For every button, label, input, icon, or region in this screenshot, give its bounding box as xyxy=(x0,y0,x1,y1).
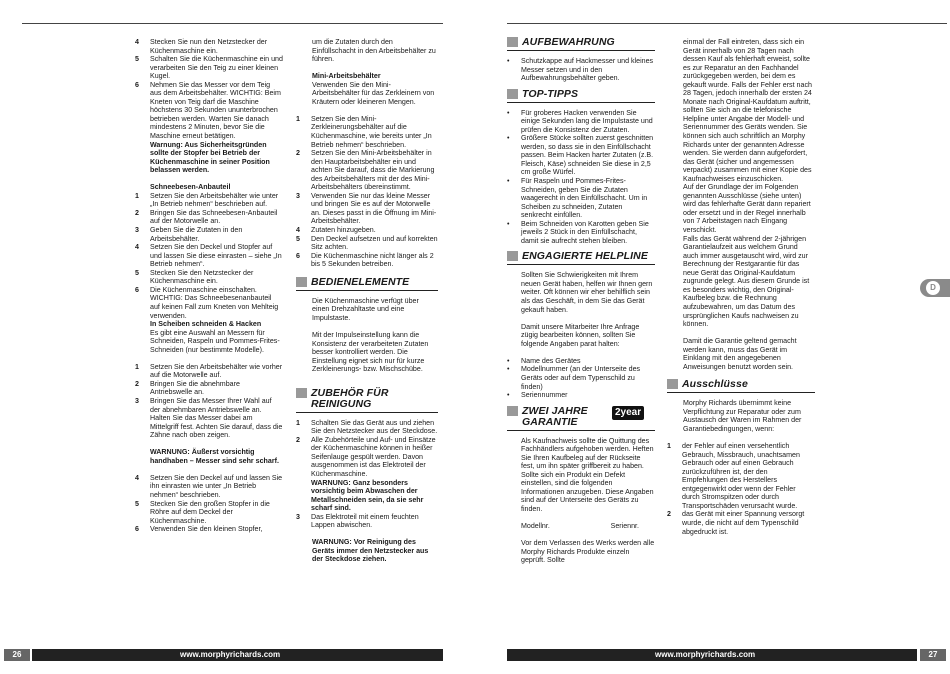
item-number: 6 xyxy=(135,525,139,534)
bullet-text: Modellnummer (an der Unterseite des Geräts oder auf dem Typenschild zu finden) xyxy=(521,365,641,391)
list-item xyxy=(135,81,283,175)
bullet-item xyxy=(507,177,655,220)
item-text: Setzen Sie den Mini-Arbeitsbehälter in den Hauptarbeitsbehälter ein und achten Sie darauf, dass die Markierung des Arbeitsbehälters mit der des Mini-Arbeitsbehälters übereinstimmt. xyxy=(311,149,435,192)
item-text: Stecken Sie den Netzstecker der Küchenmaschine ein. xyxy=(150,268,254,286)
item-body xyxy=(311,252,438,269)
item-body xyxy=(150,38,283,55)
item-text: Stecken Sie nun den Netzstecker der Küchenmaschine ein. xyxy=(150,38,268,55)
bullet-text: Seriennummer xyxy=(521,391,568,400)
footer-url-right[interactable]: www.morphyrichards.com xyxy=(655,650,756,659)
two-year-badge-logo: 2year xyxy=(612,406,644,420)
bullet-icon: • xyxy=(507,356,510,365)
list-item xyxy=(135,38,283,55)
list-item xyxy=(135,397,283,440)
mini-text: Verwenden Sie den Mini-Arbeitsbehälter für das Zerkleinern von Kräutern oder kleineren Mengen. xyxy=(312,80,435,106)
item-body xyxy=(150,192,283,209)
list-item xyxy=(135,243,283,269)
item-warning: WARNUNG: Ganz besonders vorsichtig beim Abwaschen der Metallschneiden sein, da sie sehr scharf sind. xyxy=(311,478,424,513)
item-body xyxy=(311,436,438,513)
right-page-column-1 xyxy=(507,35,655,565)
spacer xyxy=(135,175,283,184)
list-item xyxy=(135,192,283,209)
bedien-p1: Die Küchenmaschine verfügt über einen Drehzahltaste und eine Impulstaste. xyxy=(312,296,419,322)
heading-text: Ausschlüsse xyxy=(682,378,748,391)
cleaning-warning: WARNUNG: Vor Reinigung des Geräts immer den Netzstecker aus der Steckdose ziehen. xyxy=(312,538,429,564)
spacer xyxy=(135,440,283,449)
helpline-p2: Damit unsere Mitarbeiter Ihre Anfrage zügig bearbeiten können, sollten Sie folgende Angaben parat halten: xyxy=(521,322,640,348)
item-text: Geben Sie die Zutaten in den Arbeitsbehälter. xyxy=(150,226,243,243)
list-item xyxy=(667,442,815,510)
exclusions-list xyxy=(667,442,815,536)
item-text: Nehmen Sie das Messer vor dem Teig aus dem Arbeitsbehälter. WICHTIG: Beim Kneten von Teig darf die Maschine höchstens 30 Sekunden ununterbrochen betrieben werden. Warten Sie danach mindestens 2 Minuten, bevor Sie die Maschine erneut betätigen. xyxy=(150,80,281,141)
spacer xyxy=(135,354,283,363)
list-item xyxy=(667,510,815,536)
mini-heading: Mini-Arbeitsbehälter xyxy=(312,72,381,81)
bullet-text: Name des Gerätes xyxy=(521,356,581,365)
item-text: der Fehler auf einen versehentlich Gebrauch, Missbrauch, unachtsamen Gebrauch oder auf einen Gebrauch zurückzuführen ist, der den Empfehlungen des Herstellers entgegenwirkt oder wenn der Fehler durch Stromspitzen oder durch Transportschäden verursacht wurde. xyxy=(682,442,800,510)
item-number: 3 xyxy=(135,226,139,235)
item-number: 3 xyxy=(296,512,300,521)
right-page-column-2 xyxy=(667,38,815,536)
list-item xyxy=(296,235,438,252)
heading-text: ZWEI JAHRE GARANTIE xyxy=(522,404,588,428)
item-text: das Gerät mit einer Spannung versorgt wurde, die nicht auf dem Typenschild abgedruckt ist. xyxy=(682,510,805,536)
cleaning-steps xyxy=(296,419,438,530)
item-text: Setzen Sie den Deckel auf und lassen Sie ihn einrasten wie unter „In Betrieb nehmen“ beschrieben. xyxy=(150,473,283,499)
heading-marker-icon xyxy=(296,277,307,287)
list-item xyxy=(135,55,283,81)
item-body xyxy=(150,269,283,286)
continued-text: um die Zutaten durch den Einfüllschacht in den Arbeitsbehälter zu führen. xyxy=(312,38,436,64)
bullet-item xyxy=(507,365,655,391)
item-number: 1 xyxy=(667,442,671,451)
item-text: Setzen Sie den Arbeitsbehälter wie unter „In Betrieb nehmen“ beschrieben auf. xyxy=(150,191,279,209)
garantie-p2: Vor dem Verlassen des Werks werden alle Morphy Richards Produkte einzeln geprüft. Sollte xyxy=(521,539,655,565)
item-number: 5 xyxy=(296,234,300,243)
section-heading-tipps xyxy=(507,89,655,103)
list-item xyxy=(296,252,438,269)
item-text: Die Küchenmaschine einschalten. WICHTIG: Das Schneebesenanbauteil auf keinen Fall zum Kneten von Mehlteig verwenden. xyxy=(150,285,279,320)
item-number: 6 xyxy=(135,80,139,89)
item-body xyxy=(150,474,283,500)
bullet-item xyxy=(507,57,655,83)
item-body xyxy=(150,380,283,397)
heading-marker-icon xyxy=(296,388,307,398)
bullet-item xyxy=(507,220,655,246)
heading-text: AUFBEWAHRUNG xyxy=(522,36,615,48)
item-body xyxy=(311,192,438,226)
bullet-icon: • xyxy=(507,365,510,374)
bullet-item xyxy=(507,109,655,135)
warning-text: WARNUNG: Äußerst vorsichtig handhaben – Messer sind sehr scharf. xyxy=(150,448,279,465)
heading-marker-icon xyxy=(507,89,518,99)
item-number: 1 xyxy=(135,362,139,371)
top-rule-right xyxy=(507,23,947,24)
bullet-icon: • xyxy=(507,391,510,400)
bedien-p2: Mit der Impulseinstellung kann die Konsistenz der verarbeiteten Zutaten besser kontrolliert werden. Die Einstellung eignet sich nur für kurze Zerkleinerungs- bzw. Mischschübe. xyxy=(312,330,429,374)
item-body xyxy=(311,235,438,252)
heading-marker-icon xyxy=(667,379,678,389)
language-tab-label: D xyxy=(926,281,940,295)
item-number: 1 xyxy=(296,114,300,123)
item-number: 1 xyxy=(135,191,139,200)
list-item xyxy=(296,513,438,530)
page-number-right: 27 xyxy=(920,649,946,661)
heading-marker-icon xyxy=(507,37,518,47)
bullet-text: Beim Schneiden von Karotten geben Sie jeweils 2 Stück in den Einfüllschacht, damit sie aufrecht stehen bleiben. xyxy=(521,219,649,245)
item-body xyxy=(150,525,283,534)
item-number: 6 xyxy=(135,285,139,294)
item-text: Verwenden Sie den kleinen Stopfer, xyxy=(150,525,263,534)
section-heading-ausschluesse xyxy=(667,379,815,393)
warranty-text-3: Falls das Gerät während der 2-jährigen Garantielaufzeit aus welchem Grund auch immer ausgetauscht wird, wird zur Berechnung der Restgarantie für das neue Gerät das Original-Kaufdatum zugrunde gelegt. Aus diesem Grunde ist es besonders wichtig, den Original-Kaufbeleg bzw. die Rechnung aufzubewahren, um das Datum des ursprünglichen Kaufs nachweisen zu können. xyxy=(683,234,810,329)
item-text: Die Küchenmaschine nicht länger als 2 bis 5 Sekunden betreiben. xyxy=(311,251,434,269)
garantie-p1: Als Kaufnachweis sollte die Quittung des Fachhändlers aufgehoben werden. Heften Sie Ihren Kaufbeleg auf der Rückseite fest, um ihn später griffbereit zu haben. Sollte sich ein Produkt ein Defekt einstellen, sind die folgenden Informationen anzugeben. Diese Angaben sind auf der Unterseite des Geräts zu finden. xyxy=(521,436,654,513)
bullet-icon: • xyxy=(507,134,510,143)
helpline-p1: Sollten Sie Schwierigkeiten mit Ihrem neuen Gerät haben, helfen wir Ihnen gern weiter. Oft können wir eher behilflich sein als das Geschäft, in dem Sie das Gerät gekauft haben. xyxy=(521,271,653,314)
section-heading-aufbewahrung xyxy=(507,37,655,51)
item-number: 5 xyxy=(135,499,139,508)
item-number: 2 xyxy=(296,149,300,158)
top-rule-left xyxy=(22,23,443,24)
model-label: Modellnr. xyxy=(521,522,550,531)
warranty-text-1: einmal der Fall eintreten, dass sich ein Gerät innerhalb von 28 Tagen nach dessen Kauf als fehlerhaft erweist, sollte es zur Reparatur an den Fachhandel zurückgegeben werden, bei dem es gekauft wurde. Falls der Fehler erst nach 28 Tagen, jedoch innerhalb der ersten 24 Monate nach Original-Kaufdatum auftritt, sollten Sie sich an die telefonische Helpline unter Angabe der Modell- und Seriennummer des Geräts wenden. Sie können sich auch schriftlich an Morphy Richards unter der genannten Adresse wenden. Sie werden dann aufgefordert, das Gerät (sicher und angemessen verpackt) zusammen mit einer Kopie des Kaufnachweises einzuschicken. xyxy=(683,38,812,183)
item-text: Alle Zubehörteile und Auf- und Einsätze der Küchenmaschine können in heißer Seifenlauge gespült werden. Davon ausgenommen ist das Elektroteil der Küchenmaschine. xyxy=(311,435,436,478)
list-item xyxy=(135,363,283,380)
warranty-text-2: Auf der Grundlage der im Folgenden genannten Ausschlüsse (siehe unten) wird das fehlerhafte Gerät dann repariert oder ersetzt und in der Regel innerhalb von 7 Arbeitstagen nach Eingang verschickt. xyxy=(683,183,811,235)
section-heading-bedien xyxy=(296,277,438,291)
list-item xyxy=(296,115,438,149)
item-body xyxy=(150,286,283,354)
item-number: 2 xyxy=(135,379,139,388)
item-text: Schalten Sie das Gerät aus und ziehen Sie den Netzstecker aus der Steckdose. xyxy=(311,418,438,436)
item-text: Zutaten hinzugeben. xyxy=(311,226,376,235)
list-item xyxy=(135,500,283,526)
heading-text: TOP-TIPPS xyxy=(522,87,579,100)
left-page-column-2 xyxy=(296,38,438,564)
serial-label: Seriennr. xyxy=(610,522,639,531)
item-text: Bringen Sie das Messer Ihrer Wahl auf der abnehmbaren Antriebswelle an. Halten Sie das Messer dabei am Mittelgriff fest. Achten Sie darauf, dass die Zähne nach oben zeigen. xyxy=(150,396,283,440)
item-text: Setzen Sie den Deckel und Stopfer auf und lassen Sie diese einrasten – siehe „In Betrieb nehmen“. xyxy=(150,243,282,269)
page-number-left: 26 xyxy=(4,649,30,661)
bullet-icon: • xyxy=(507,177,510,186)
item-text: Schalten Sie die Küchenmaschine ein und verarbeiten Sie den Teig zu einer kleinen Kugel. xyxy=(150,55,283,81)
bullet-item xyxy=(507,357,655,366)
list-item xyxy=(135,525,283,534)
warranty-text-4: Damit die Garantie geltend gemacht werden kann, muss das Gerät im Einklang mit den angegebenen Anweisungen benutzt worden sein. xyxy=(683,337,797,371)
list-item xyxy=(135,286,283,354)
bullet-icon: • xyxy=(507,57,510,65)
heading-marker-icon xyxy=(507,251,518,261)
item-text: Bringen Sie das Schneebesen-Anbauteil auf der Motorwelle an. xyxy=(150,208,278,226)
model-serial-row xyxy=(521,522,639,531)
bullet-text: Für groberes Hacken verwenden Sie einige Sekunden lang die Impulstaste und prüfen die Konsistenz der Zutaten. xyxy=(521,108,653,134)
mini-steps xyxy=(296,115,438,269)
heading-text: BEDIENELEMENTE xyxy=(311,275,410,288)
spacer xyxy=(135,465,283,474)
bullet-item xyxy=(507,391,655,400)
item-number: 4 xyxy=(135,473,139,482)
item-text: Setzen Sie den Mini-Zerkleinerungsbehälter auf die Küchenmaschine, wie bereits unter „In Betrieb nehmen“ beschrieben. xyxy=(311,114,432,149)
item-body xyxy=(150,55,283,81)
item-number: 1 xyxy=(296,418,300,427)
item-number: 5 xyxy=(135,55,139,64)
exclusions-intro: Morphy Richards übernimmt keine Verpflichtung zur Reparatur oder zum Austausch der Waren im Rahmen der Garantiebedingungen, wenn: xyxy=(683,399,802,433)
item-body xyxy=(150,363,283,380)
item-subheading: In Scheiben schneiden & Hacken xyxy=(150,320,262,329)
item-text: Bringen Sie die abnehmbare Antriebswelle an. xyxy=(150,379,240,397)
list-item xyxy=(296,226,438,235)
storage-list xyxy=(507,57,655,83)
item-text: Den Deckel aufsetzen und auf korrekten Sitz achten. xyxy=(311,234,438,252)
item-body xyxy=(311,115,438,149)
bullet-text: Schutzkappe auf Hackmesser und kleines Messer setzen und in den Aufbewahrungsbehälter geben. xyxy=(521,57,654,83)
item-body xyxy=(150,209,283,226)
item-number: 6 xyxy=(296,251,300,260)
item-body xyxy=(150,81,283,175)
item-number: 4 xyxy=(296,226,300,235)
section-heading-garantie xyxy=(507,406,655,431)
bullet-text: Größere Stücke sollten zuerst geschnitten werden, so dass sie in den Einfüllschacht passen. Beim Hacken harter Zutaten (z.B. Fleisch, Käse) schneiden Sie diese in 2,5 cm große Würfel. xyxy=(521,134,654,177)
heading-text: ZUBEHÖR FÜR REINIGUNG xyxy=(311,386,389,410)
item-body xyxy=(682,510,815,536)
footer-url-left[interactable]: www.morphyrichards.com xyxy=(180,650,281,659)
list-item xyxy=(296,419,438,436)
item-text: Setzen Sie den Arbeitsbehälter wie vorher auf die Motorwelle auf. xyxy=(150,362,283,380)
item-number: 2 xyxy=(667,510,671,519)
item-warning: Warnung: Aus Sicherheitsgründen sollte der Stopfer bei Betrieb der Küchenmaschine in seiner Position belassen werden. xyxy=(150,140,270,175)
item-body xyxy=(150,397,283,440)
item-number: 4 xyxy=(135,38,139,46)
heading-text: ENGAGIERTE HELPLINE xyxy=(522,250,648,263)
item-text-2: Es gibt eine Auswahl an Messern für Schneiden, Raspeln und Pommes-Frites-Schneiden (nur bestimmte Modelle). xyxy=(150,328,280,354)
item-body xyxy=(150,226,283,243)
list-item xyxy=(135,269,283,286)
item-number: 3 xyxy=(296,191,300,200)
section-heading-zubehoer xyxy=(296,388,438,413)
item-text: Das Elektroteil mit einem feuchten Lappen abwischen. xyxy=(311,512,419,530)
left-page-column-1 xyxy=(135,38,283,534)
item-body xyxy=(682,442,815,510)
item-body xyxy=(311,226,438,235)
list-item xyxy=(296,149,438,192)
list-item xyxy=(135,474,283,500)
subheading: Schneebesen-Anbauteil xyxy=(150,183,231,192)
list-item xyxy=(135,226,283,243)
item-number: 2 xyxy=(296,435,300,444)
bullet-icon: • xyxy=(507,108,510,117)
list-item xyxy=(296,192,438,226)
item-number: 2 xyxy=(135,208,139,217)
section-heading-helpline xyxy=(507,251,655,265)
bullet-item xyxy=(507,134,655,177)
heading-marker-icon xyxy=(507,406,518,416)
item-number: 4 xyxy=(135,243,139,252)
bullet-text: Für Raspeln und Pommes-Frites-Schneiden, geben Sie die Zutaten waagerecht in den Einfüllschacht. Um in Scheiben zu schneiden, Zutaten senkrecht einfüllen. xyxy=(521,177,648,220)
item-text: Verwenden Sie nur das kleine Messer und bringen Sie es auf der Motorwelle an. Dieses passt in die Öffnung im Mini-Arbeitsbehälter. xyxy=(311,191,437,226)
list-item xyxy=(296,436,438,513)
bullet-icon: • xyxy=(507,219,510,228)
item-body xyxy=(311,513,438,530)
list-item xyxy=(135,209,283,226)
item-body xyxy=(311,149,438,192)
list-item xyxy=(135,380,283,397)
item-number: 5 xyxy=(135,268,139,277)
item-body xyxy=(311,419,438,436)
item-body xyxy=(150,243,283,269)
item-text: Stecken Sie den großen Stopfer in die Röhre auf dem Deckel der Küchenmaschine. xyxy=(150,499,270,525)
item-number: 3 xyxy=(135,396,139,405)
tips-list xyxy=(507,109,655,246)
helpline-list xyxy=(507,357,655,400)
item-body xyxy=(150,500,283,526)
language-tab xyxy=(920,279,950,297)
